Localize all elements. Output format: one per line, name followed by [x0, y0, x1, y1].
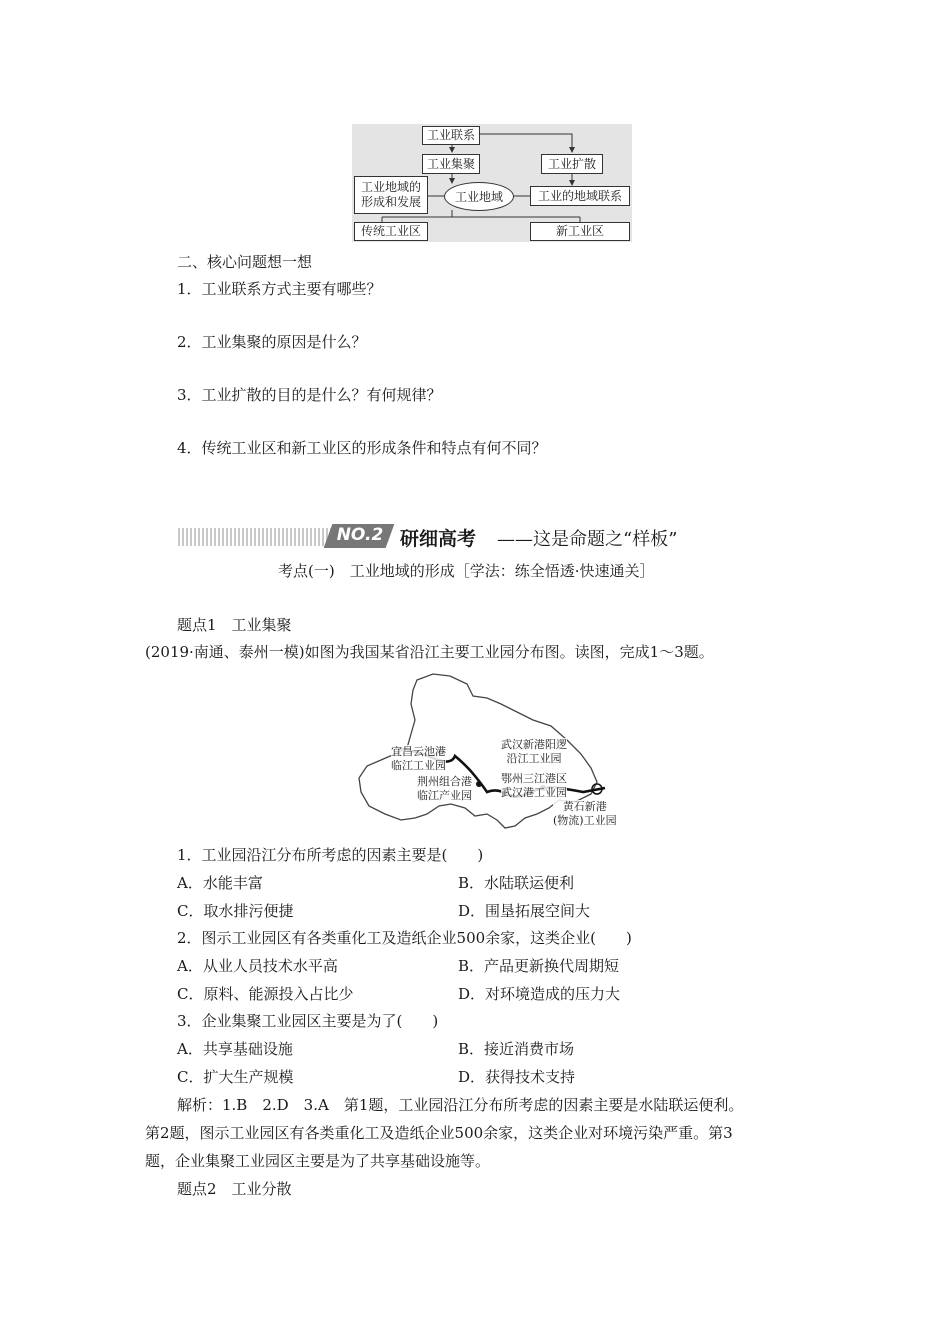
core-questions-heading: 二、核心问题想一想	[177, 253, 313, 271]
core-question-1: 1．工业联系方式主要有哪些？	[177, 280, 382, 298]
exam-point-title: 考点(一) 工业地域的形成［学法：练全悟透·快速通关］	[278, 562, 655, 580]
question-3-option-b[interactable]: B．接近消费市场	[458, 1040, 575, 1058]
map-marker-jingzhou	[476, 781, 482, 787]
banner-title: 研细高考	[400, 528, 477, 550]
map-label-wuhan-yangluo: 武汉新港阳逻 沿江工业园	[501, 738, 567, 765]
banner-tag: NO.2	[336, 525, 384, 545]
core-question-3: 3．工业扩散的目的是什么？有何规律？	[177, 386, 442, 404]
analysis-line-3: 题，企业集聚工业园区主要是为了共享基础设施等。	[145, 1152, 491, 1170]
question-2-option-c[interactable]: C．原料、能源投入占比少	[177, 985, 354, 1003]
concept-diagram	[352, 124, 632, 242]
question-1-option-b[interactable]: B．水陆联运便利	[458, 874, 575, 892]
question-3-option-a[interactable]: A．共享基础设施	[177, 1040, 293, 1058]
question-2-option-d[interactable]: D．对环境造成的压力大	[458, 985, 621, 1003]
box-agglomeration: 工业集聚	[422, 154, 480, 174]
topic1-intro: (2019·南通、泰州一模)如图为我国某省沿江主要工业园分布图。读图，完成1～3题。	[145, 643, 714, 661]
map-label-huangshi: 黄石新港 (物流)工业园	[553, 800, 617, 827]
analysis-line-1: 解析：1.B 2.D 3.A 第1题，工业园沿江分布所考虑的因素主要是水陆联运便利。	[177, 1096, 744, 1114]
question-1-option-a[interactable]: A．水能丰富	[177, 874, 263, 892]
box-traditional-zone: 传统工业区	[354, 222, 428, 241]
question-1-option-c[interactable]: C．取水排污便捷	[177, 902, 294, 920]
box-new-zone: 新工业区	[530, 222, 630, 241]
map-label-yichang: 宜昌云池港 临江工业园	[391, 745, 446, 772]
map-label-jingzhou: 荆州组合港 临江产业园	[417, 775, 472, 802]
box-formation-development: 工业地域的 形成和发展	[354, 176, 428, 214]
map-label-ezhou: 鄂州三江港区 武汉港工业园	[501, 772, 567, 799]
question-2-stem: 2．图示工业园区有各类重化工及造纸企业500余家，这类企业( )	[177, 929, 632, 947]
question-2-option-b[interactable]: B．产品更新换代周期短	[458, 957, 620, 975]
question-3-option-c[interactable]: C．扩大生产规模	[177, 1068, 294, 1086]
banner-subtitle: ——这是命题之“样板”	[497, 529, 678, 550]
core-question-2: 2．工业集聚的原因是什么？	[177, 333, 367, 351]
box-regional-linkage: 工业的地域联系	[530, 186, 630, 206]
question-2-option-a[interactable]: A．从业人员技术水平高	[177, 957, 338, 975]
question-1-stem: 1．工业园沿江分布所考虑的因素主要是( )	[177, 846, 484, 864]
box-diffusion: 工业扩散	[541, 154, 603, 174]
topic2-heading: 题点2 工业分散	[177, 1180, 292, 1198]
box-industrial-linkage: 工业联系	[422, 126, 480, 145]
topic1-heading: 题点1 工业集聚	[177, 616, 292, 634]
industrial-park-map	[355, 668, 635, 830]
question-1-option-d[interactable]: D．围垦拓展空间大	[458, 902, 591, 920]
question-3-stem: 3．企业集聚工业园区主要是为了( )	[177, 1012, 439, 1030]
banner-stripes	[178, 528, 340, 546]
ellipse-industrial-region: 工业地域	[444, 182, 514, 211]
question-3-option-d[interactable]: D．获得技术支持	[458, 1068, 576, 1086]
analysis-line-2: 第2题，图示工业园区有各类重化工及造纸企业500余家，这类企业对环境污染严重。第3	[145, 1124, 733, 1142]
core-question-4: 4．传统工业区和新工业区的形成条件和特点有何不同？	[177, 439, 547, 457]
